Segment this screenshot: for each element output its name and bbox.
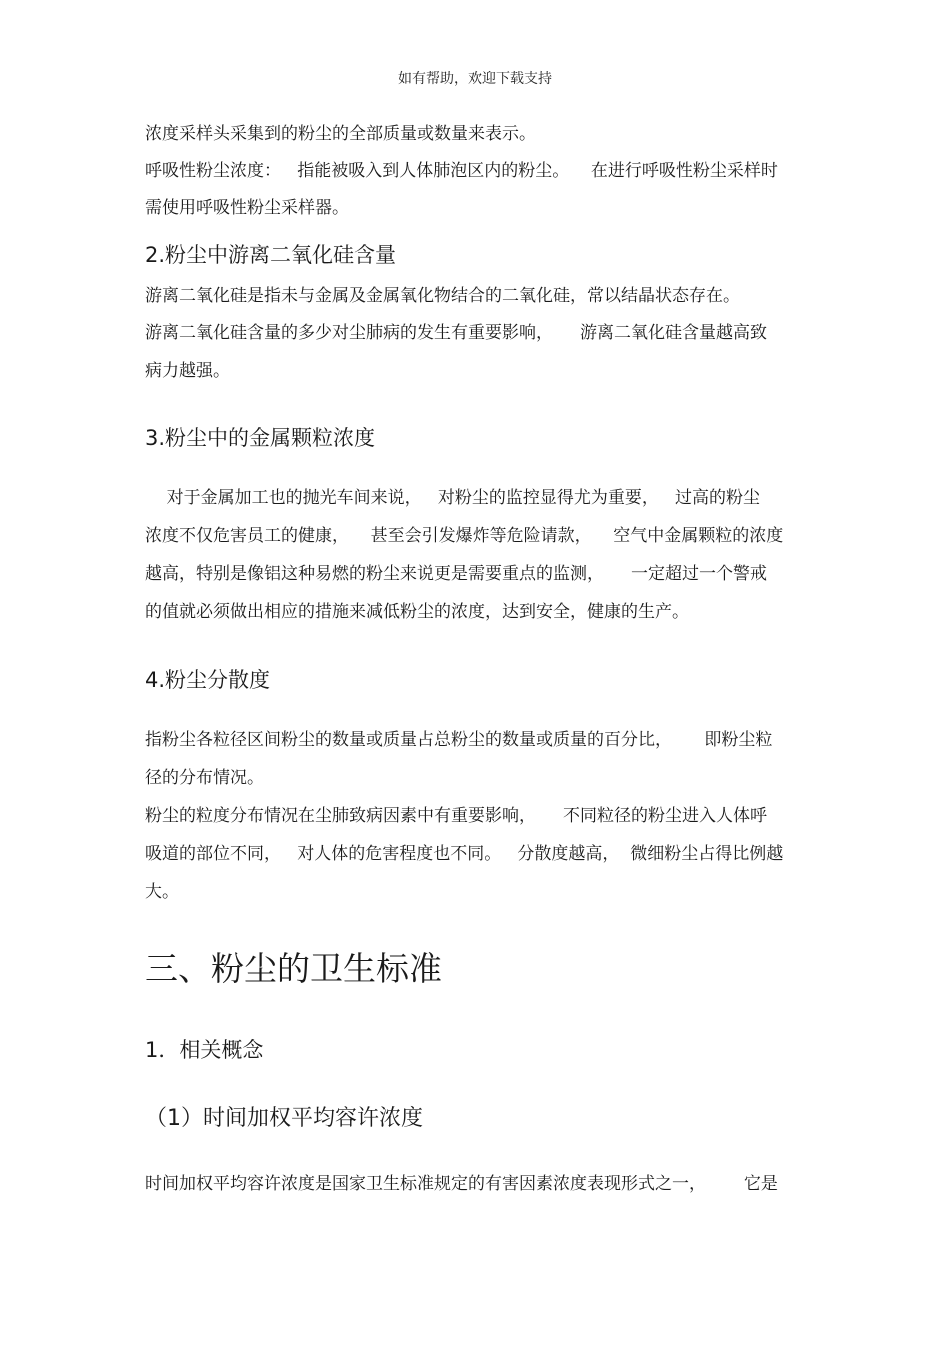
section-heading-4: 4.粉尘分散度 xyxy=(145,668,271,692)
paragraph-line: 呼吸性粉尘浓度： 指能被吸入到人体肺泡区内的粉尘。 在进行呼吸性粉尘采样时 xyxy=(145,161,778,181)
paragraph-line: 浓度不仅危害员工的健康， 甚至会引发爆炸等危险请款， 空气中金属颗粒的浓度 xyxy=(145,526,784,546)
paragraph-line: 粉尘的粒度分布情况在尘肺致病因素中有重要影响， 不同粒径的粉尘进入人体呼 xyxy=(145,806,768,826)
paragraph-line: 径的分布情况。 xyxy=(145,768,264,788)
chapter-heading: 三、粉尘的卫生标准 xyxy=(145,949,442,988)
paragraph-line: 时间加权平均容许浓度是国家卫生标准规定的有害因素浓度表现形式之一， 它是 xyxy=(145,1174,778,1194)
section-heading-3: 3.粉尘中的金属颗粒浓度 xyxy=(145,426,376,450)
paragraph-line: 游离二氧化硅含量的多少对尘肺病的发生有重要影响， 游离二氧化硅含量越高致 xyxy=(145,323,768,343)
paragraph-line: 大。 xyxy=(145,882,179,902)
page-header: 如有帮助，欢迎下载支持 xyxy=(398,71,552,87)
subsubsection-heading: （1）时间加权平均容许浓度 xyxy=(145,1106,423,1131)
paragraph-line: 浓度采样头采集到的粉尘的全部质量或数量来表示。 xyxy=(145,124,536,144)
section-heading-2: 2.粉尘中游离二氧化硅含量 xyxy=(145,243,397,267)
paragraph-line: 吸道的部位不同， 对人体的危害程度也不同。 分散度越高， 微细粉尘占得比例越 xyxy=(145,844,784,864)
paragraph-line: 游离二氧化硅是指未与金属及金属氧化物结合的二氧化硅，常以结晶状态存在。 xyxy=(145,286,740,306)
paragraph-line: 的值就必须做出相应的措施来减低粉尘的浓度，达到安全，健康的生产。 xyxy=(145,602,689,622)
subsection-heading: 1．相关概念 xyxy=(145,1038,264,1062)
paragraph-line: 指粉尘各粒径区间粉尘的数量或质量占总粉尘的数量或质量的百分比， 即粉尘粒 xyxy=(145,730,773,750)
paragraph-line: 需使用呼吸性粉尘采样器。 xyxy=(145,198,349,218)
paragraph-line: 越高，特别是像铝这种易燃的粉尘来说更是需要重点的监测， 一定超过一个警戒 xyxy=(145,564,768,584)
paragraph-line: 对于金属加工也的抛光车间来说， 对粉尘的监控显得尤为重要， 过高的粉尘 xyxy=(145,488,761,508)
paragraph-line: 病力越强。 xyxy=(145,361,230,381)
